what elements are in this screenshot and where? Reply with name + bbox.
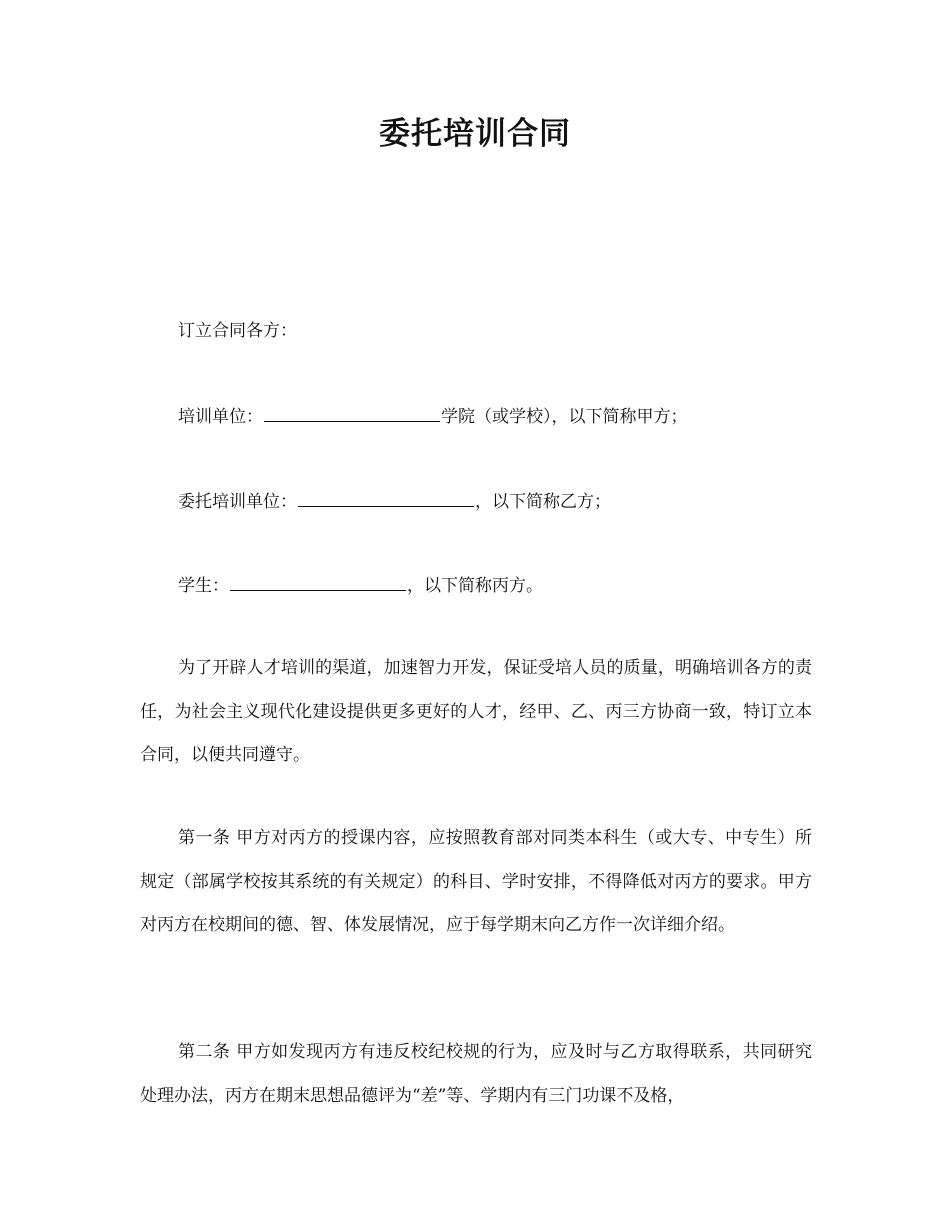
- party-b-blank-field: [298, 488, 474, 507]
- article-2-paragraph: 第二条 甲方如发现丙方有违反校纪校规的行为，应及时与乙方取得联系，共同研究处理办法，丙方在期末思想品德评为“差”等、学期内有三门功课不及格，: [140, 1042, 812, 1106]
- party-b-label: 委托培训单位：: [178, 492, 297, 512]
- party-c-blank-field: [230, 572, 406, 591]
- party-a-line: [178, 403, 688, 429]
- article-1-paragraph: 第一条 甲方对丙方的授课内容，应按照教育部对同类本科生（或大专、中专生）所规定（部属学校按其系统的有关规定）的科目、学时安排，不得降低对丙方的要求。甲方对丙方在校期间的德、智、体发展情况，应于每学期末向乙方作一次详细介绍。: [140, 828, 812, 935]
- party-b-line: [178, 488, 611, 514]
- parties-heading: 订立合同各方：: [178, 321, 297, 341]
- document-title: 委托培训合同: [379, 116, 571, 152]
- party-c-label: 学生：: [178, 576, 229, 596]
- party-a-suffix: 学院（或学校），以下简称甲方；: [441, 407, 688, 427]
- party-b-suffix: ，以下简称乙方；: [475, 492, 611, 512]
- party-c-line: [178, 572, 543, 598]
- party-c-suffix: ，以下简称丙方。: [407, 576, 543, 596]
- preamble-paragraph: 为了开辟人才培训的渠道，加速智力开发，保证受培人员的质量，明确培训各方的责任，为社会主义现代化建设提供更多更好的人才，经甲、乙、丙三方协商一致，特订立本合同，以便共同遵守。: [140, 658, 812, 765]
- party-a-label: 培训单位：: [178, 407, 263, 427]
- party-a-blank-field: [264, 403, 440, 422]
